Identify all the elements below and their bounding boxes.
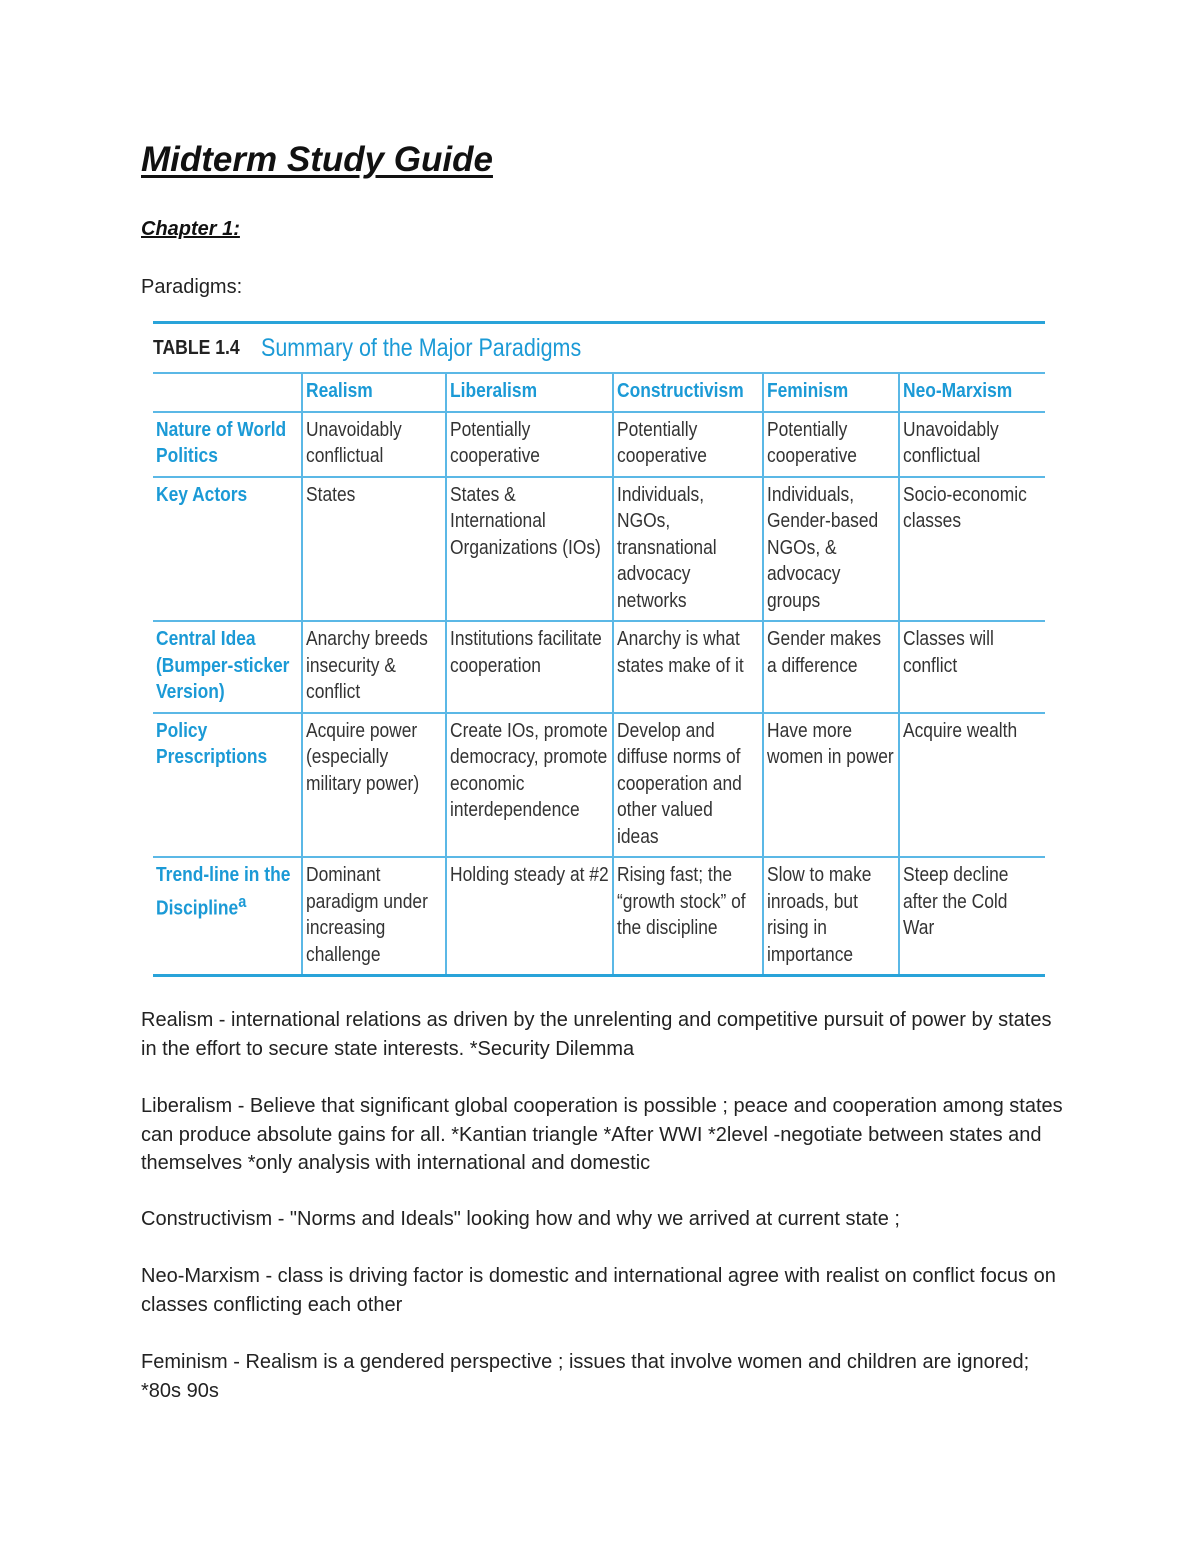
note-neo-marxism: Neo-Marxism - class is driving factor is domestic and international agree with realist on conflict focus on classes conflicting each other: [141, 1265, 1056, 1316]
paradigms-table: [153, 372, 1045, 977]
paradigms-label: Paradigms:: [141, 276, 243, 298]
table-cell: Steep decline after the Cold War: [899, 857, 1045, 976]
paradigms-table-figure: [153, 321, 1045, 977]
table-cell: Potentially cooperative: [446, 412, 613, 477]
trend-line-label: Trend-line in the Discipline: [156, 864, 291, 920]
table-cell: Develop and diffuse norms of cooperation and other valued ideas: [613, 713, 763, 858]
table-cell: Rising fast; the “growth stock” of the discipline: [613, 857, 763, 976]
table-cell: States & International Organizations (IOs): [446, 477, 613, 622]
table-title: Summary of the Major Paradigms: [261, 333, 582, 362]
table-row-policy-prescriptions: [153, 713, 1045, 858]
table-cell: States: [302, 477, 446, 622]
table-cell: Institutions facilitate cooperation: [446, 621, 613, 713]
table-cell: Gender makes a difference: [763, 621, 899, 713]
footnote-marker: a: [238, 891, 247, 911]
table-cell: Unavoidably conflictual: [302, 412, 446, 477]
note-constructivism: Constructivism - "Norms and Ideals" looking how and why we arrived at current state ;: [141, 1208, 900, 1230]
table-header-row: [153, 373, 1045, 412]
table-cell: Potentially cooperative: [763, 412, 899, 477]
table-cell: Have more women in power: [763, 713, 899, 858]
column-header-constructivism: Constructivism: [613, 373, 763, 412]
row-header: Key Actors: [153, 477, 302, 622]
note-realism: Realism - international relations as driven by the unrelenting and competitive pursuit of power by states in the effort to secure state interests. *Security Dilemma: [141, 1009, 1052, 1060]
table-number: TABLE 1.4: [153, 336, 240, 359]
table-cell: Dominant paradigm under increasing challenge: [302, 857, 446, 976]
table-cell: Socio-economic classes: [899, 477, 1045, 622]
row-header: Central Idea (Bumper-sticker Version): [153, 621, 302, 713]
row-header: Nature of World Politics: [153, 412, 302, 477]
table-cell: Anarchy is what states make of it: [613, 621, 763, 713]
table-row-nature-of-world-politics: [153, 412, 1045, 477]
table-cell: Individuals, NGOs, transnational advocacy networks: [613, 477, 763, 622]
note-liberalism: Liberalism - Believe that significant global cooperation is possible ; peace and cooperation among states can produce absolute gains for all. *Kantian triangle *After WWI *2level -negotiate between states and themselves *only analysis with international and domestic: [141, 1095, 1063, 1174]
table-cell: Create IOs, promote democracy, promote economic interdependence: [446, 713, 613, 858]
table-cell: Individuals, Gender-based NGOs, & advocacy groups: [763, 477, 899, 622]
table-row-key-actors: [153, 477, 1045, 622]
page-title: Midterm Study Guide: [141, 140, 493, 179]
column-header-neo-marxism: Neo-Marxism: [899, 373, 1045, 412]
table-cell: Unavoidably conflictual: [899, 412, 1045, 477]
table-cell: Slow to make inroads, but rising in importance: [763, 857, 899, 976]
table-cell: Anarchy breeds insecurity & conflict: [302, 621, 446, 713]
table-cell: Holding steady at #2: [446, 857, 613, 976]
table-cell: Acquire wealth: [899, 713, 1045, 858]
column-header-feminism: Feminism: [763, 373, 899, 412]
corner-cell: [153, 373, 302, 412]
table-cell: Acquire power (especially military power): [302, 713, 446, 858]
table-caption: [153, 324, 1045, 372]
table-row-trend-line: [153, 857, 1045, 976]
table-cell: Classes will conflict: [899, 621, 1045, 713]
table-row-central-idea: [153, 621, 1045, 713]
column-header-liberalism: Liberalism: [446, 373, 613, 412]
column-header-realism: Realism: [302, 373, 446, 412]
chapter-heading: Chapter 1:: [141, 218, 240, 240]
row-header: [153, 857, 302, 976]
table-cell: Potentially cooperative: [613, 412, 763, 477]
note-feminism: Feminism - Realism is a gendered perspective ; issues that involve women and children are ignored; *80s 90s: [141, 1351, 1030, 1402]
row-header: Policy Prescriptions: [153, 713, 302, 858]
